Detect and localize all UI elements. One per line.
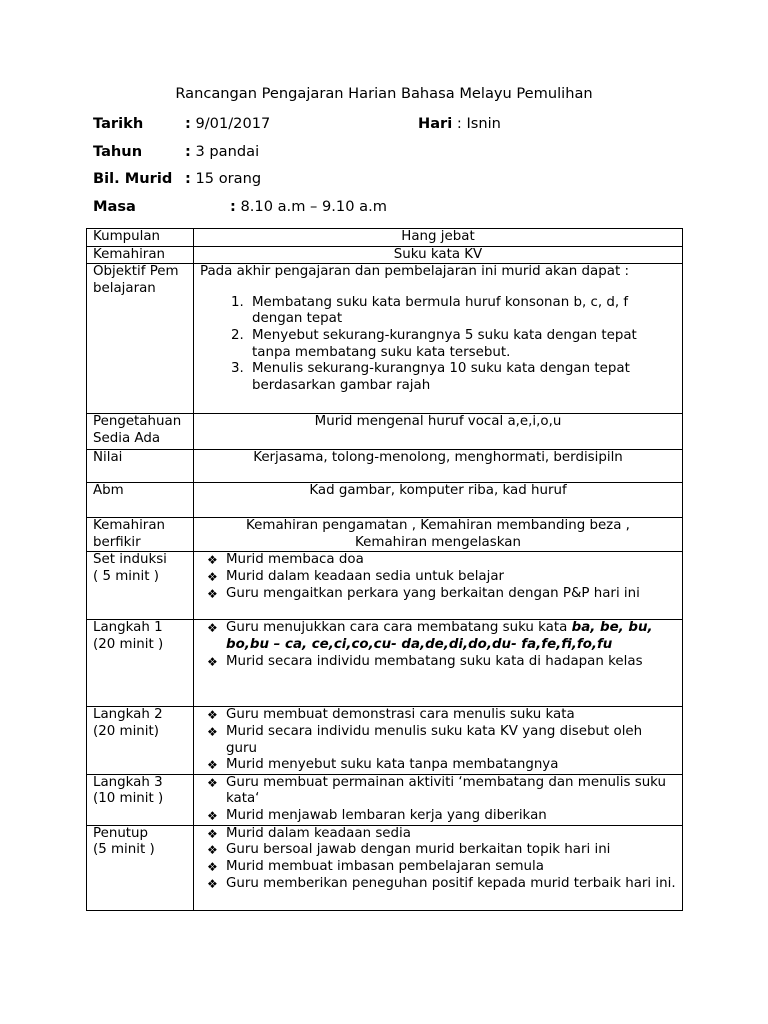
list-item: ❖ Guru membuat permainan aktiviti ‘membatang dan menulis suku kata‘ [226,775,676,808]
bil-label: Bil. Murid [93,170,173,187]
list-item: ❖ Guru memberikan peneguhan positif kepada murid terbaik hari ini. [226,876,676,893]
tarikh-value: 9/01/2017 [195,115,271,132]
suku-kata-list: ba, be, bu, bo,bu – ca, ce,ci,co,cu- da,de,di,do,du- fa,fe,fi,fo,fu [226,620,653,652]
hari-label: Hari [418,115,453,132]
kumpulan-value: Hang jebat [194,229,683,247]
table-row [87,518,683,552]
lesson-plan-table [86,228,683,911]
langkah-2-label: Langkah 2 [93,707,163,723]
objektif-intro: Pada akhir pengajaran dan pembelajaran ini murid akan dapat : [200,264,629,280]
list-item: ❖ Guru menujukkan cara cara membatang suku kata ba, be, bu, bo,bu – ca, ce,ci,co,cu- da,de,di,do,du- fa,fe,fi,fo,fu [226,620,676,653]
nilai-label: Nilai [87,450,194,483]
penutup-label: Penutup [93,825,149,841]
tahun-label: Tahun [93,143,143,160]
penutup-time: (5 minit ) [93,842,155,858]
langkah-2-items [194,707,683,774]
set-induksi-items [194,552,683,620]
langkah-3-time: (10 minit ) [93,791,164,807]
penutup-cell [87,825,194,910]
bil-row [93,171,172,188]
masa-value: 8.10 a.m – 9.10 a.m [240,198,387,215]
tarikh-value-wrap: : 9/01/2017 [185,115,271,132]
table-row [87,414,683,450]
list-item: ❖ Guru membuat demonstrasi cara menulis suku kata [226,707,676,724]
list-item: ❖ Guru mengaitkan perkara yang berkaitan dengan P&P hari ini [226,586,676,603]
penutup-items [194,825,683,910]
list-item: ❖ Murid menjawab lembaran kerja yang diberikan [226,808,676,825]
abm-value: Kad gambar, komputer riba, kad huruf [194,483,683,518]
langkah-3-cell [87,774,194,825]
list-item: ❖ Guru bersoal jawab dengan murid berkaitan topik hari ini [226,842,676,859]
table-row [87,483,683,518]
kumpulan-label: Kumpulan [87,229,194,247]
langkah-2-time: (20 minit) [93,723,159,739]
langkah-3-items [194,774,683,825]
langkah-1-time: (20 minit ) [93,636,164,652]
list-item: 2. Menyebut sekurang-kurangnya 5 suku kata dengan tepat tanpa membatang suku kata tersebut. [248,328,676,361]
list-item: ❖ Murid menyebut suku kata tanpa membatangnya [226,757,676,774]
list-item: ❖ Murid membaca doa [226,552,676,569]
berfikir-label: Kemahiran berfikir [87,518,194,552]
berfikir-value: Kemahiran pengamatan , Kemahiran membanding beza , Kemahiran mengelaskan [194,518,683,552]
masa-label: Masa [93,198,136,215]
tahun-value: 3 pandai [195,143,260,160]
langkah-1-cell [87,620,194,707]
bil-value-wrap: : 15 orang [185,170,262,187]
langkah-3-label: Langkah 3 [93,774,163,790]
tarikh-row [93,116,143,133]
table-row [87,229,683,247]
set-induksi-time: ( 5 minit ) [93,568,159,584]
tahun-value-wrap: : 3 pandai [185,143,260,160]
list-item: 3. Menulis sekurang-kurangnya 10 suku kata dengan tepat berdasarkan gambar rajah [248,361,676,394]
hari-row: Hari : Isnin [418,115,501,132]
table-row [87,246,683,264]
list-item: ❖ Murid secara individu membatang suku kata di hadapan kelas [226,654,676,671]
hari-value: Isnin [466,115,501,132]
set-induksi-cell [87,552,194,620]
kemahiran-value: Suku kata KV [194,246,683,264]
tahun-row [93,144,142,161]
document-title: Rancangan Pengajaran Harian Bahasa Melayu Pemulihan [175,85,593,102]
list-item: ❖ Murid membuat imbasan pembelajaran semula [226,859,676,876]
pengetahuan-label: Pengetahuan Sedia Ada [87,414,194,450]
masa-value-wrap: : 8.10 a.m – 9.10 a.m [230,198,387,215]
kemahiran-label: Kemahiran [87,246,194,264]
table-row [87,825,683,910]
list-item: ❖ Murid dalam keadaan sedia untuk belajar [226,569,676,586]
objektif-list [200,295,676,395]
table-row [87,450,683,483]
table-row [87,620,683,707]
table-row [87,264,683,414]
pengetahuan-value: Murid mengenal huruf vocal a,e,i,o,u [194,414,683,450]
objektif-label: Objektif Pembelajaran [87,264,194,414]
list-item: ❖ Murid dalam keadaan sedia [226,826,676,843]
masa-row [93,199,136,216]
set-induksi-label: Set induksi [93,552,167,568]
table-row [87,774,683,825]
objektif-cell [194,264,683,414]
abm-label: Abm [87,483,194,518]
list-item: ❖ Murid secara individu menulis suku kata KV yang disebut oleh guru [226,724,676,757]
table-row [87,552,683,620]
nilai-value: Kerjasama, tolong-menolong, menghormati, berdisipiln [194,450,683,483]
list-item: 1. Membatang suku kata bermula huruf konsonan b, c, d, f dengan tepat [248,295,676,328]
langkah-1-items [194,620,683,707]
langkah-1-label: Langkah 1 [93,620,163,636]
table-row [87,707,683,774]
langkah-2-cell [87,707,194,774]
tarikh-label: Tarikh [93,115,144,132]
bil-value: 15 orang [195,170,262,187]
